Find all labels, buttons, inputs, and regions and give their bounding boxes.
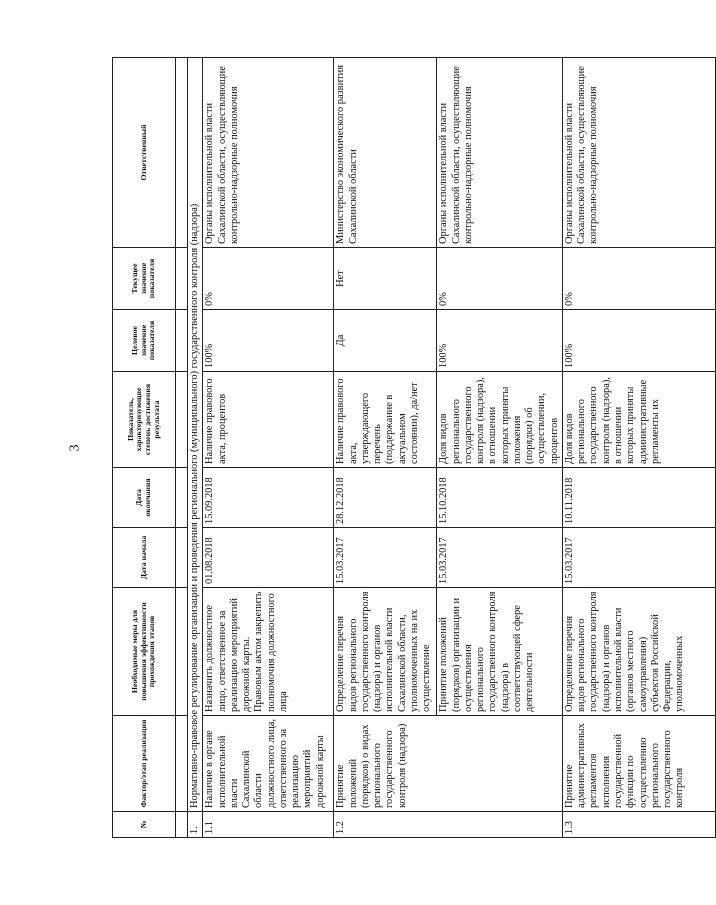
- row-start-date: 15.03.2017: [562, 528, 715, 588]
- section-number: 1.: [188, 812, 203, 838]
- index-cell: [176, 468, 188, 528]
- row-indicator: Наличие правового акта, утверждающего перечень (поддержание в актуальном состоянии), да/нет: [334, 372, 437, 468]
- table-header: [113, 58, 176, 838]
- roadmap-table: [112, 57, 716, 838]
- table-row: [334, 58, 437, 838]
- row-responsible: Органы исполнительной власти Сахалинской области, осуществляющие контрольно-надзорные полномочия: [203, 58, 334, 248]
- row-indicator: Наличие правового акта, процентов: [203, 372, 334, 468]
- row-factor: Принятие положений (порядков) о видах регионального государственного контроля (надзора): [334, 716, 563, 812]
- row-target: 100%: [437, 310, 563, 372]
- row-target: 100%: [203, 310, 334, 372]
- index-cell: [176, 248, 188, 310]
- row-responsible: Органы исполнительной власти Сахалинской области, осуществляющие контрольно-надзорные полномочия: [437, 58, 563, 248]
- index-cell: [176, 58, 188, 248]
- index-cell: [176, 812, 188, 838]
- header-no: №: [113, 812, 176, 838]
- row-start-date: 01.08.2018: [203, 528, 334, 588]
- table-row: [562, 58, 715, 838]
- row-end-date: 28.12.2018: [334, 468, 437, 528]
- index-cell: [176, 372, 188, 468]
- row-end-date: 15.10.2018: [437, 468, 563, 528]
- index-cell: [176, 310, 188, 372]
- row-indicator: Доля видов регионального государственного контроля (надзора), в отношении которых приняты положения (порядки) об осуществлении, процентов: [437, 372, 563, 468]
- header-current-value: Текущее значение показателя: [113, 248, 176, 310]
- column-index-row: [176, 58, 188, 838]
- row-start-date: 15.03.2017: [334, 528, 437, 588]
- row-target: 100%: [562, 310, 715, 372]
- row-start-date: 15.03.2017: [437, 528, 563, 588]
- header-responsible: Ответственный: [113, 58, 176, 248]
- row-measures: Определение перечня видов регионального государственного контроля (надзора) и органов исполнительной власти (органов местного самоуправления) субъектов Российской Федерации, уполномоченных: [562, 588, 715, 716]
- row-number: 1.1: [203, 812, 334, 838]
- row-factor: Принятие административных регламентов исполнения государственной функции по осуществлению регионального государственного контроля: [562, 716, 715, 812]
- row-current: 0%: [437, 248, 563, 310]
- table-row: [203, 58, 334, 838]
- header-target-value: Целевое значение показателя: [113, 310, 176, 372]
- row-measures: Определение перечня видов регионального государственного контроля (надзора) и органов исполнительной власти Сахалинской области, уполномоченных на их осуществление: [334, 588, 437, 716]
- row-target: Да: [334, 310, 437, 372]
- header-factor: Фактор/этап реализации: [113, 716, 176, 812]
- row-current: 0%: [562, 248, 715, 310]
- row-indicator: Доля видов регионального государственного контроля (надзора), в отношении которых приняты административные регламенты их: [562, 372, 715, 468]
- row-number: 1.2: [334, 812, 563, 838]
- header-indicator: Показатель, характеризующие степень достижения результата: [113, 372, 176, 468]
- row-responsible: Органы исполнительной власти Сахалинской области, осуществляющие контрольно-надзорные полномочия: [562, 58, 715, 248]
- row-number: 1.3: [562, 812, 715, 838]
- row-factor: Наличие в органе исполнительной власти Сахалинской области должностного лица, ответственного за реализацию мероприятий дорожной карты: [203, 716, 334, 812]
- index-cell: [176, 588, 188, 716]
- index-cell: [176, 528, 188, 588]
- row-current: Нет: [334, 248, 437, 310]
- header-end-date: Дата окончания: [113, 468, 176, 528]
- section-title: Нормативно-правовое регулирование организации и проведения регионального (муниципального) государственного контроля (надзора): [188, 58, 203, 812]
- section-row: [188, 58, 203, 838]
- page-number: 3: [67, 444, 83, 452]
- header-measures: Необходимые меры для повышения эффективности прохождения этапов: [113, 588, 176, 716]
- row-end-date: 15.09.2018: [203, 468, 334, 528]
- row-end-date: 10.11.2018: [562, 468, 715, 528]
- row-responsible: Министерство экономического развития Сахалинской области: [334, 58, 437, 248]
- rotated-table-container: [112, 58, 686, 838]
- index-cell: [176, 716, 188, 812]
- row-current: 0%: [203, 248, 334, 310]
- header-start-date: Дата начала: [113, 528, 176, 588]
- row-measures: Принятие положений (порядков) организации и осуществления регионального государственного контроля (надзора) в соответствующей сфере деятельности: [437, 588, 563, 716]
- row-measures: Назначить должностное лицо, ответственное за реализацию мероприятий дорожной карты. Правовым актом закрепить полномочия должностного лица: [203, 588, 334, 716]
